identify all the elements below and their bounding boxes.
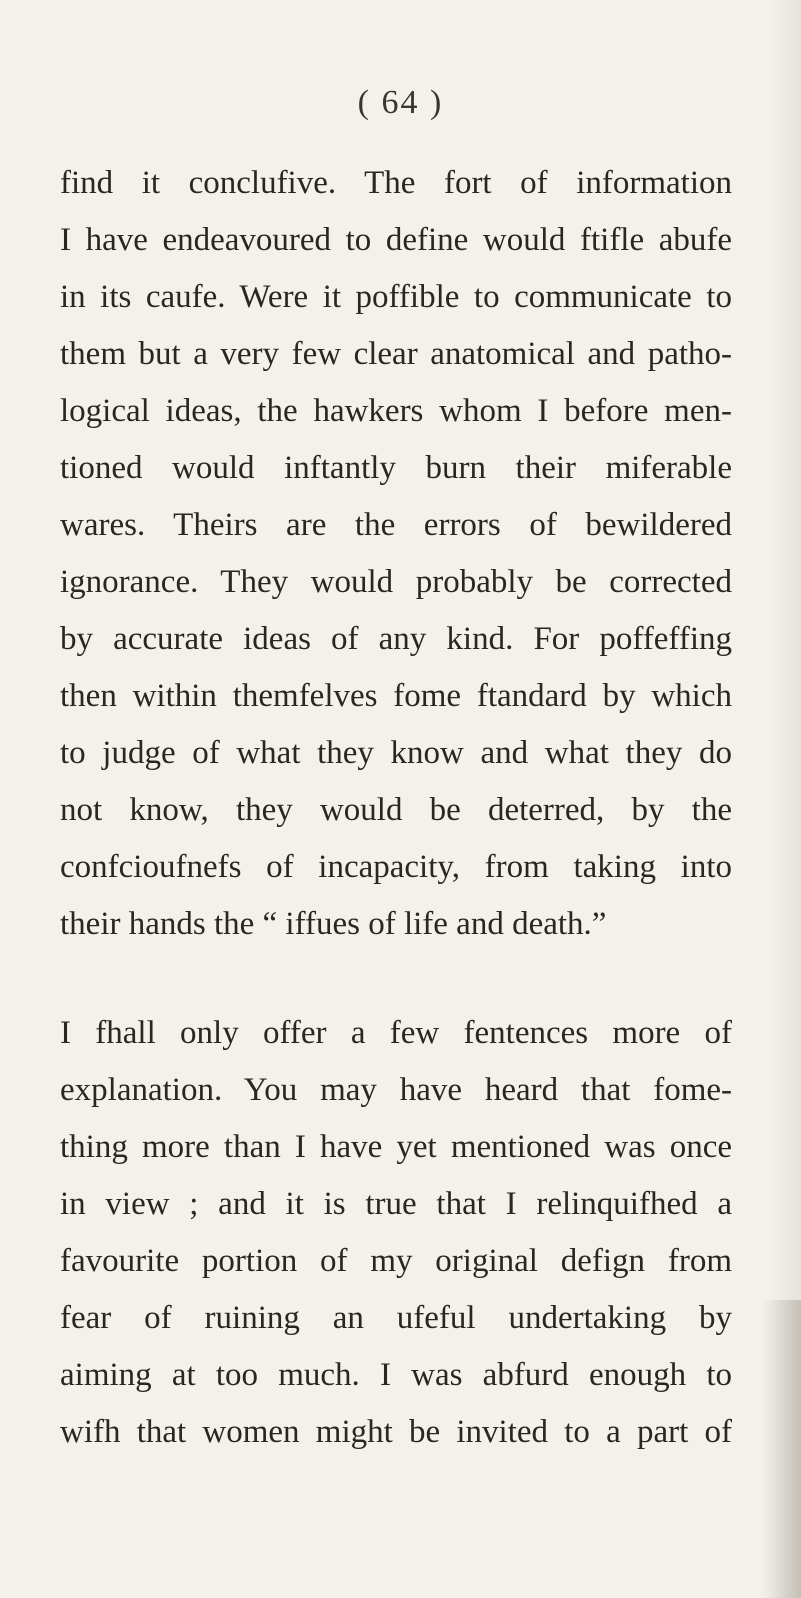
- paragraph-gap: [60, 953, 732, 1005]
- paragraph-1: [60, 155, 732, 953]
- text-line: fear of ruining an ufeful undertaking by: [60, 1300, 732, 1336]
- text-line: in its caufe. Were it poffible to communicate to: [60, 279, 732, 315]
- text-line: explanation. You may have heard that fome-: [60, 1072, 732, 1108]
- text-line: tioned would inftantly burn their miferable: [60, 450, 732, 486]
- text-line: to judge of what they know and what they do: [60, 735, 732, 771]
- text-line: favourite portion of my original defign from: [60, 1243, 732, 1279]
- paragraph-2: [60, 1005, 732, 1461]
- text-line: by accurate ideas of any kind. For poffeffing: [60, 621, 732, 657]
- text-line: then within themfelves fome ftandard by which: [60, 678, 732, 714]
- text-line: wifh that women might be invited to a part of: [60, 1414, 732, 1450]
- text-line: them but a very few clear anatomical and patho-: [60, 336, 732, 372]
- text-line: find it conclufive. The fort of information: [60, 165, 732, 201]
- text-line: I have endeavoured to define would ftifle abufe: [60, 222, 732, 258]
- text-line: aiming at too much. I was abfurd enough to: [60, 1357, 732, 1393]
- page-edge-shadow: [761, 1300, 801, 1598]
- text-line: in view ; and it is true that I relinquifhed a: [60, 1186, 732, 1222]
- text-line: their hands the “ iffues of life and death.”: [60, 906, 607, 942]
- text-line: I fhall only offer a few fentences more of: [60, 1015, 732, 1051]
- text-line: thing more than I have yet mentioned was once: [60, 1129, 732, 1165]
- text-line: not know, they would be deterred, by the: [60, 792, 732, 828]
- text-line: wares. Theirs are the errors of bewildered: [60, 507, 732, 543]
- text-line: logical ideas, the hawkers whom I before men-: [60, 393, 732, 429]
- body-text: [60, 155, 732, 1461]
- text-line: confcioufnefs of incapacity, from taking into: [60, 849, 732, 885]
- text-line: ignorance. They would probably be corrected: [60, 564, 732, 600]
- page-number: ( 64 ): [357, 84, 444, 121]
